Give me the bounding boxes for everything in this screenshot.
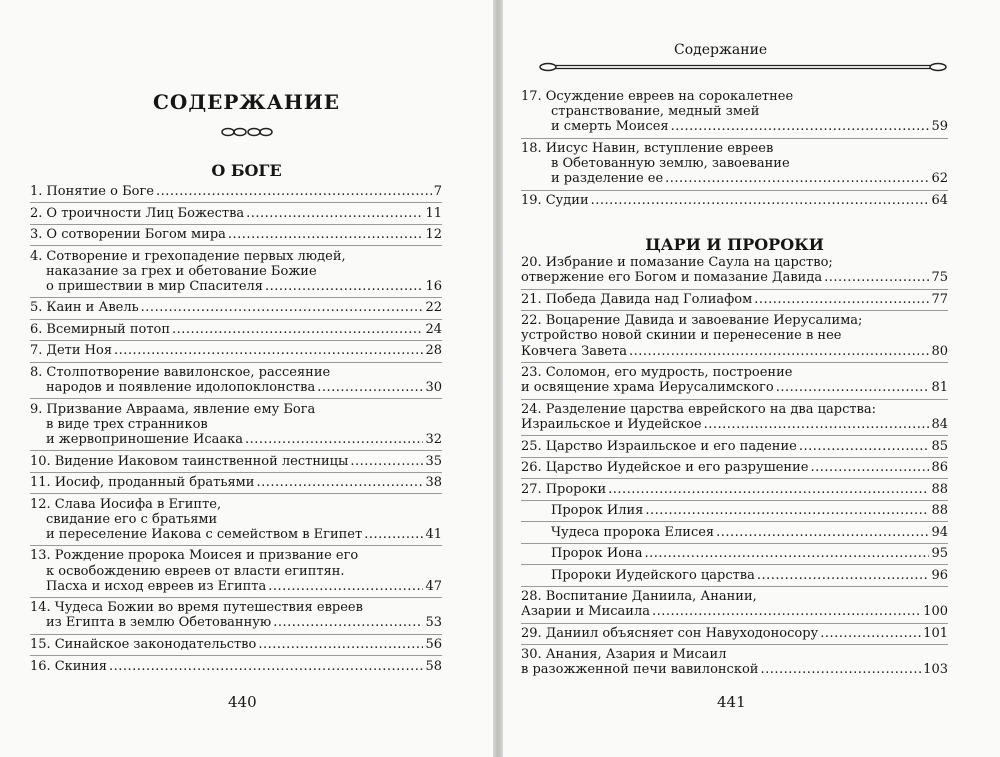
toc-entry-title: Пророк Илия — [551, 503, 644, 518]
toc-entry-title: Судии — [545, 192, 589, 208]
toc-entry-title: Иисус Навин, вступление евреев — [545, 140, 774, 156]
toc-entry[interactable] — [521, 439, 948, 454]
toc-entry-number: 26. — [521, 460, 542, 475]
dot-leader — [810, 460, 929, 476]
toc-entry[interactable] — [30, 227, 442, 242]
toc-entry-page: 103 — [923, 662, 948, 678]
toc-entry-title: Царство Израильское и его падение — [545, 438, 797, 454]
toc-entry-title: к освобождению евреев от власти египтян. — [46, 563, 345, 579]
dot-leader — [273, 615, 423, 631]
toc-entry-number: 30. — [521, 647, 542, 663]
dot-leader — [629, 344, 929, 360]
toc-entry-title: и жервоприношение Исаака — [46, 431, 243, 447]
toc-entry-title: Каин и Авель — [46, 300, 139, 316]
toc-entry-number: 6. — [30, 321, 43, 337]
entry-divider — [30, 297, 442, 298]
entry-divider — [521, 138, 948, 139]
toc-entry[interactable] — [30, 659, 442, 674]
toc-entry-title: Чудеса Божии во время путешествия евреев — [54, 600, 363, 616]
entry-divider — [30, 545, 442, 546]
toc-entry[interactable] — [30, 249, 442, 295]
toc-entry[interactable] — [30, 637, 442, 652]
toc-entry[interactable] — [521, 589, 948, 619]
dot-leader — [317, 380, 423, 396]
entry-divider — [30, 493, 442, 494]
toc-entry-title: Иосиф, проданный братьями — [54, 475, 255, 490]
toc-entry-title: и переселение Иакова с семейством в Египет — [46, 526, 363, 542]
toc-entry-number: 5. — [30, 300, 43, 316]
dot-leader — [591, 193, 930, 209]
toc-entry-page: 58 — [425, 658, 442, 674]
toc-entry-number: 18. — [521, 140, 542, 156]
toc-entry-title: Избрание и помазание Саула на царство; — [545, 255, 833, 270]
toc-entry[interactable] — [30, 548, 442, 594]
toc-entry-title: Азарии и Мисаила — [521, 604, 650, 620]
entry-divider — [521, 500, 948, 501]
toc-entry-title: Пасха и исход евреев из Египта — [46, 578, 267, 594]
dot-leader — [265, 279, 423, 295]
toc-entry-title: Столпотворение вавилонское, рассеяние — [46, 364, 331, 380]
entry-divider — [521, 564, 948, 565]
toc-entry-number: 17. — [521, 89, 542, 104]
toc-entry-title: в Обетованную землю, завоевание — [551, 156, 790, 172]
toc-entry-page: 47 — [425, 578, 442, 594]
entry-divider — [521, 362, 948, 363]
toc-entry-title: Понятие о Боге — [46, 184, 154, 199]
dot-leader — [824, 270, 929, 286]
toc-entry-page: 62 — [931, 171, 948, 187]
dot-leader — [776, 380, 930, 396]
toc-entry-title: Скиния — [54, 658, 107, 674]
toc-entry-page: 88 — [931, 503, 948, 518]
left-page — [0, 0, 493, 757]
toc-entry-page: 32 — [425, 431, 442, 447]
toc-entry-page: 101 — [923, 625, 948, 641]
entry-divider — [30, 362, 442, 363]
toc-entry-number: 20. — [521, 255, 542, 270]
toc-entry-page: 24 — [425, 321, 442, 337]
toc-entry-number: 4. — [30, 248, 43, 264]
toc-entry-page: 100 — [923, 604, 948, 620]
toc-entry-number: 16. — [30, 658, 51, 674]
toc-entry-page: 75 — [931, 270, 948, 286]
dot-leader — [156, 184, 432, 200]
toc-entry-title: Соломон, его мудрость, построение — [545, 365, 793, 381]
toc-entry[interactable] — [521, 546, 948, 561]
dot-leader — [246, 206, 423, 222]
entry-divider — [521, 289, 948, 290]
toc-entry-title: Слава Иосифа в Египте, — [54, 496, 222, 512]
toc-entry-page: 96 — [931, 567, 948, 583]
toc-entry-number: 29. — [521, 625, 542, 641]
entry-divider — [521, 521, 948, 522]
toc-entry-title: свидание его с братьями — [46, 511, 218, 527]
dot-leader — [114, 343, 423, 359]
toc-entry[interactable] — [521, 141, 948, 187]
entry-divider — [521, 586, 948, 587]
toc-entry-page: 41 — [425, 526, 442, 542]
entry-divider — [521, 457, 948, 458]
toc-entry-number: 1. — [30, 184, 43, 199]
toc-entry-page: 11 — [425, 205, 442, 221]
toc-entry-title: Дети Ноя — [46, 343, 113, 359]
toc-entry-page: 30 — [425, 380, 442, 396]
toc-entry-number: 3. — [30, 227, 43, 242]
dot-leader — [645, 503, 929, 519]
toc-entry[interactable] — [30, 322, 442, 337]
entry-divider — [521, 399, 948, 400]
entry-divider — [30, 245, 442, 246]
dot-leader — [704, 417, 930, 433]
toc-entry-title: устройство новой скинии и перенесение в нее — [521, 328, 842, 344]
toc-entry[interactable] — [521, 568, 948, 583]
toc-entry-page: 53 — [425, 615, 442, 631]
toc-entry-page: 12 — [425, 227, 442, 242]
toc-entry[interactable] — [30, 475, 442, 490]
page-number: 440 — [228, 693, 257, 711]
dot-leader — [671, 119, 930, 135]
dot-leader — [652, 604, 921, 620]
ornament-divider — [221, 125, 273, 139]
entry-divider — [30, 597, 442, 598]
toc-entry-title: в разожженной печи вавилонской — [521, 662, 759, 678]
toc-entry[interactable] — [521, 460, 948, 475]
toc-entry[interactable] — [521, 525, 948, 540]
toc-entry-title: Пророк Иона — [551, 546, 643, 561]
toc-entry-number: 12. — [30, 496, 51, 512]
entry-divider — [521, 623, 948, 624]
toc-entry-title: Пророки — [545, 481, 607, 497]
toc-entry[interactable] — [30, 402, 442, 448]
toc-entry-title: Даниил объясняет сон Навуходоносору — [545, 625, 819, 641]
dot-leader — [665, 171, 929, 187]
toc-entry-page: 88 — [931, 481, 948, 497]
toc-entry-title: Царство Иудейское и его разрушение — [545, 460, 809, 475]
toc-entry-page: 38 — [425, 475, 442, 490]
toc-entry[interactable] — [30, 365, 442, 395]
toc-entry-page: 7 — [433, 184, 442, 199]
toc-entry-number: 22. — [521, 313, 542, 329]
toc-entry-title: в виде трех странников — [46, 416, 208, 432]
toc-list — [30, 184, 442, 674]
dot-leader — [141, 300, 424, 316]
toc-entry-title: Ковчега Завета — [521, 343, 627, 359]
toc-entry[interactable] — [521, 193, 948, 208]
toc-entry-number: 23. — [521, 365, 542, 381]
toc-entry[interactable] — [30, 600, 442, 630]
toc-entry-page: 22 — [425, 300, 442, 316]
toc-entry-page: 84 — [931, 416, 948, 432]
book-gutter — [493, 0, 503, 757]
toc-entry-title: Пророки Иудейского царства — [551, 567, 755, 583]
toc-entry-title: Осуждение евреев на сорокалетнее — [545, 89, 794, 104]
toc-entry-title: Израильское и Иудейское — [521, 416, 702, 432]
toc-entry-title: народов и появление идолопоклонства — [46, 380, 316, 396]
dot-leader — [256, 475, 423, 491]
dot-leader — [644, 546, 929, 562]
toc-entry-page: 95 — [931, 546, 948, 561]
toc-entry-title: О сотворении Богом мира — [46, 227, 226, 242]
toc-entry-title: из Египта в землю Обетованную — [46, 615, 272, 631]
dot-leader — [228, 227, 424, 243]
toc-entry-number: 2. — [30, 205, 43, 221]
toc-entry-number: 7. — [30, 343, 43, 359]
toc-entry-page: 35 — [425, 453, 442, 469]
dot-leader — [245, 432, 423, 448]
toc-entry-title: Чудеса пророка Елисея — [551, 524, 715, 540]
toc-entry[interactable] — [521, 255, 948, 285]
entry-divider — [521, 190, 948, 191]
section-heading-about-god: О БОГЕ — [211, 161, 282, 180]
entry-divider — [521, 478, 948, 479]
toc-entry[interactable] — [521, 292, 948, 307]
dot-leader — [608, 482, 929, 498]
toc-entry[interactable] — [30, 300, 442, 315]
toc-entry-page: 77 — [931, 291, 948, 307]
toc-entry-number: 13. — [30, 548, 51, 564]
entry-divider — [30, 450, 442, 451]
toc-entry-title: Анания, Азария и Мисаил — [545, 647, 727, 663]
toc-list-continued — [521, 89, 948, 219]
toc-entry-page: 64 — [931, 192, 948, 208]
entry-divider — [521, 543, 948, 544]
toc-entry[interactable] — [30, 497, 442, 543]
toc-entry[interactable] — [521, 626, 948, 641]
toc-entry-number: 19. — [521, 192, 542, 208]
toc-entry-title: Воспитание Даниила, Анании, — [545, 589, 757, 604]
toc-entry-title: отвержение его Богом и помазание Давида — [521, 270, 823, 286]
page-number: 441 — [717, 693, 746, 711]
entry-divider — [30, 472, 442, 473]
toc-list — [521, 255, 948, 678]
toc-entry-title: Разделение царства еврейского на два царства: — [545, 401, 876, 417]
toc-entry-title: и освящение храма Иерусалимского — [521, 380, 774, 396]
toc-entry-number: 10. — [30, 453, 51, 469]
toc-entry-page: 86 — [931, 460, 948, 475]
toc-entry[interactable] — [30, 343, 442, 358]
toc-entry-page: 56 — [425, 637, 442, 652]
toc-entry-number: 11. — [30, 475, 51, 490]
entry-divider — [521, 310, 948, 311]
toc-entry-title: Всемирный потоп — [46, 321, 171, 337]
toc-entry-number: 27. — [521, 481, 542, 497]
toc-entry-number: 28. — [521, 589, 542, 604]
dot-leader — [268, 579, 423, 595]
toc-entry[interactable] — [521, 482, 948, 497]
dot-leader — [820, 626, 921, 642]
toc-entry-page: 81 — [931, 380, 948, 396]
toc-entry-number: 25. — [521, 438, 542, 454]
toc-entry-number: 21. — [521, 291, 542, 307]
toc-entry-title: наказание за грех и обетование Божие — [46, 263, 317, 279]
toc-entry[interactable] — [521, 503, 948, 518]
dot-leader — [350, 454, 423, 470]
toc-entry-number: 15. — [30, 637, 51, 652]
toc-entry-page: 16 — [425, 278, 442, 294]
toc-entry-title: Синайское законодательство — [54, 637, 257, 652]
toc-entry[interactable] — [521, 402, 948, 432]
toc-entry-number: 24. — [521, 401, 542, 417]
entry-divider — [521, 644, 948, 645]
entry-divider — [30, 319, 442, 320]
toc-entry-title: странствование, медный змей — [551, 104, 760, 120]
contents-title: СОДЕРЖАНИЕ — [153, 90, 340, 114]
dot-leader — [760, 662, 921, 678]
entry-divider — [30, 398, 442, 399]
toc-entry[interactable] — [521, 647, 948, 677]
toc-entry-number: 8. — [30, 364, 43, 380]
toc-entry-title: о пришествии в мир Спасителя — [46, 278, 263, 294]
toc-entry-title: Рождение пророка Моисея и призвание его — [54, 548, 359, 564]
toc-entry-title: и смерть Моисея — [551, 119, 669, 135]
toc-entry-title: Победа Давида над Голиафом — [545, 291, 753, 307]
section-heading-kings-prophets: ЦАРИ И ПРОРОКИ — [645, 235, 824, 254]
dot-leader — [799, 439, 930, 455]
dot-leader — [258, 637, 423, 653]
toc-entry-title: и разделение ее — [551, 171, 664, 187]
toc-entry-number: 14. — [30, 600, 51, 616]
dot-leader — [109, 659, 423, 675]
entry-divider — [30, 655, 442, 656]
dot-leader — [754, 292, 929, 308]
header-rule-ornament — [538, 60, 948, 74]
toc-entry[interactable] — [30, 206, 442, 221]
toc-entry-title: Воцарение Давида и завоевание Иерусалима; — [545, 313, 863, 329]
toc-entry[interactable] — [521, 365, 948, 395]
toc-entry[interactable] — [521, 313, 948, 359]
toc-entry-page: 94 — [931, 524, 948, 540]
toc-entry-page: 80 — [931, 343, 948, 359]
toc-entry-page: 59 — [931, 119, 948, 135]
toc-entry-title: Призвание Авраама, явление ему Бога — [46, 401, 316, 417]
toc-entry[interactable] — [30, 184, 442, 199]
toc-entry-number: 9. — [30, 401, 43, 417]
dot-leader — [172, 322, 423, 338]
entry-divider — [521, 435, 948, 436]
dot-leader — [716, 525, 929, 541]
toc-entry-page: 85 — [931, 438, 948, 454]
toc-entry-title: Сотворение и грехопадение первых людей, — [46, 248, 346, 264]
entry-divider — [30, 224, 442, 225]
toc-entry-page: 28 — [425, 343, 442, 359]
entry-divider — [30, 202, 442, 203]
toc-entry-title: О троичности Лиц Божества — [46, 205, 245, 221]
toc-entry[interactable] — [30, 454, 442, 469]
right-page — [503, 0, 1000, 757]
dot-leader — [364, 527, 423, 543]
running-head: Содержание — [674, 42, 768, 58]
entry-divider — [30, 340, 442, 341]
dot-leader — [757, 568, 930, 584]
toc-entry-title: Видение Иаковом таинственной лестницы — [54, 453, 349, 469]
toc-entry[interactable] — [521, 89, 948, 135]
entry-divider — [30, 634, 442, 635]
